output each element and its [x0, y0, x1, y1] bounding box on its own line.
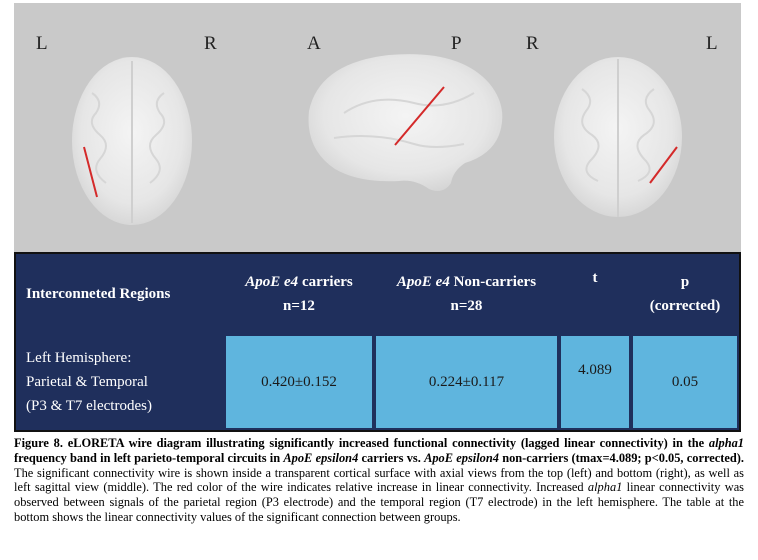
caption-normal-b: linear connectivity was observed between signals of the parietal region (P3 electrode) and the temporal region (T7 electrode) in the left hemisphere. The table at the bottom shows the linear connectivity values of the significant connection between groups.	[14, 480, 745, 524]
header-regions-text: Interconneted Regions	[26, 286, 171, 302]
orientation-label-right-2: R	[526, 33, 540, 54]
header-noncarriers	[374, 254, 559, 334]
brain-sagittal-left	[309, 54, 503, 191]
header-noncarriers-n: n=28	[450, 298, 483, 314]
orientation-label-left: L	[36, 33, 49, 54]
header-carriers-em: ApoE e4	[245, 274, 299, 290]
orientation-label-anterior: A	[307, 33, 322, 54]
brain-axial-top	[72, 57, 192, 225]
p-value: 0.05	[671, 373, 699, 390]
header-noncarriers-rest: Non-carriers	[449, 274, 537, 290]
header-noncarriers-title	[397, 270, 536, 294]
caption-bold-a: eLORETA wire diagram illustrating significantly increased functional connectivity (lagged linear connectivity) in the	[62, 436, 709, 450]
brain-views	[14, 3, 741, 253]
header-t	[559, 254, 631, 334]
header-carriers-rest: carriers	[298, 274, 353, 290]
caption-normal-a: The significant connectivity wire is shown inside a transparent cortical surface with axial views from the top (left) and bottom (right), as well as left sagittal view (middle). The red color of the wire indicates relative increase in linear connectivity. Increased	[14, 465, 744, 495]
caption-normal-alpha: alpha1	[587, 480, 623, 495]
caption-bold-apoe2: ApoE epsilon4	[424, 450, 499, 465]
header-p-text: p	[680, 274, 690, 290]
noncarriers-value: 0.224±0.117	[428, 373, 505, 390]
caption-bold-c: carriers vs.	[358, 450, 425, 465]
carriers-value: 0.420±0.152	[261, 373, 337, 390]
region-line-3: (P3 & T7 electrodes)	[26, 398, 152, 414]
region-line-2: Parietal & Temporal	[26, 374, 148, 390]
caption-bold-d: non-carriers (tmax=4.089; p<0.05, corrected).	[498, 450, 744, 465]
region-line-1: Left Hemisphere:	[26, 350, 132, 366]
cell-noncarriers-value	[376, 336, 557, 428]
figure-caption	[14, 436, 744, 525]
header-carriers-title	[245, 270, 352, 294]
header-noncarriers-em: ApoE e4	[396, 274, 450, 290]
orientation-label-posterior: P	[451, 33, 463, 54]
brain-axial-bottom	[554, 57, 682, 217]
caption-bold-alpha: alpha1	[708, 436, 745, 450]
connectivity-table	[14, 252, 741, 432]
cell-p-value	[633, 336, 737, 428]
header-p-sub: (corrected)	[649, 298, 721, 314]
caption-label: Figure 8.	[14, 436, 63, 450]
header-regions	[16, 254, 224, 334]
caption-bold-apoe1: ApoE epsilon4	[283, 450, 359, 465]
header-t-text: t	[592, 270, 598, 286]
cell-t-value	[561, 336, 629, 428]
caption-bold-b: frequency band in left parieto-temporal circuits in	[14, 450, 284, 465]
t-value: 4.089	[578, 362, 612, 378]
cell-carriers-value	[226, 336, 372, 428]
header-carriers-n: n=12	[283, 298, 315, 314]
header-p	[631, 254, 739, 334]
row-region-label	[16, 334, 224, 430]
header-carriers	[224, 254, 374, 334]
orientation-label-left-2: L	[706, 33, 719, 54]
orientation-label-right: R	[204, 33, 218, 54]
